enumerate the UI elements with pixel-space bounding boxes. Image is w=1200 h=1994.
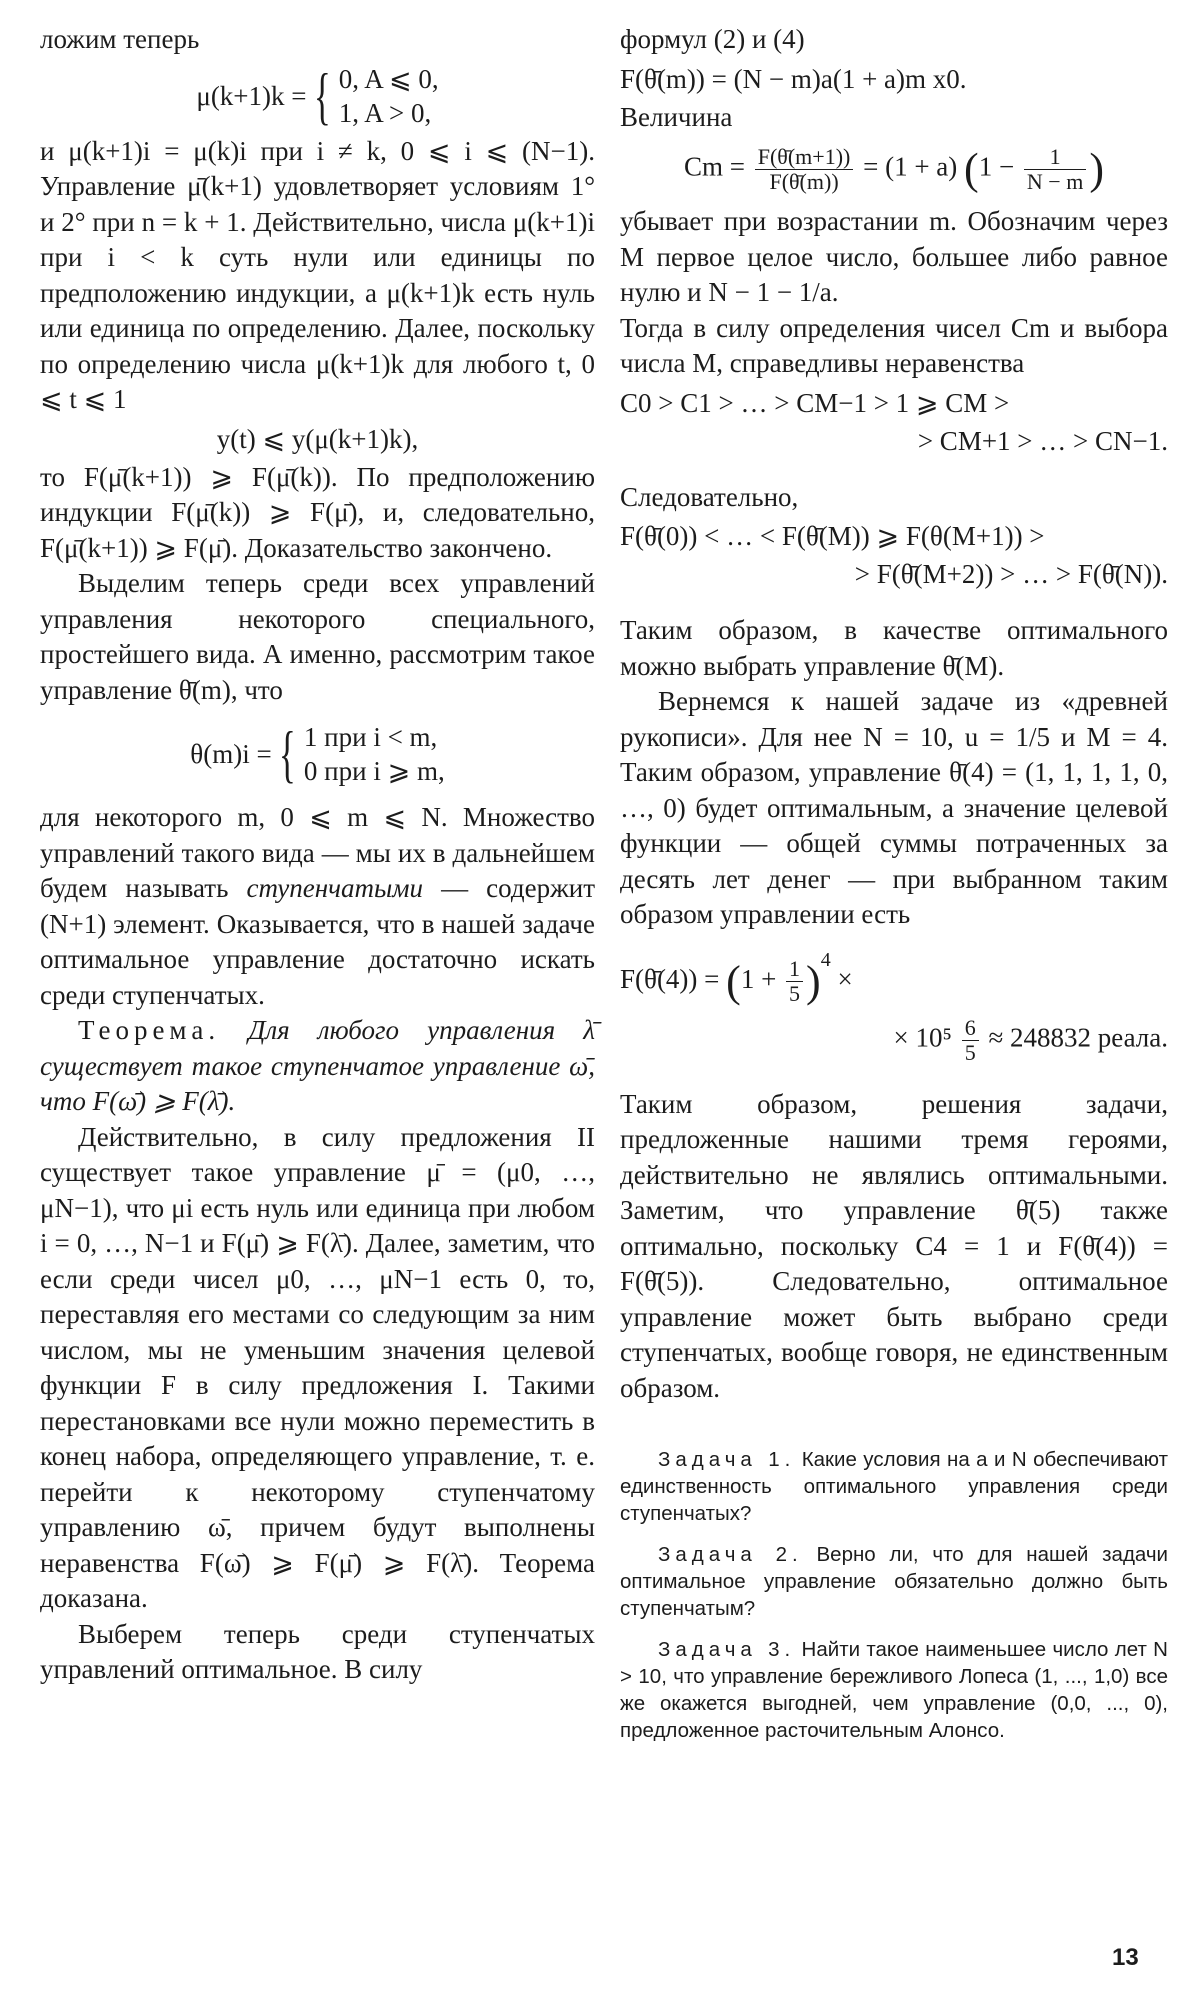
formula-case: 0, A ⩽ 0, [338,63,439,94]
formula-result: ≈ 248832 реала. [988,1022,1168,1053]
formula-C-m [620,145,1168,194]
formula-lhs: θ(m)i = [190,739,272,769]
paragraph: Таким образом, решения задачи, предложенные нашими тремя героями, действительно не являлись оптимальными. Заметим, что управление θ̄(5) также оптимально, поскольку C4 = 1 и F(θ̄(4)) = F(θ̄(5)). Следовательно, оптимальное управление может быть выбрано среди ступенчатых, вообще говоря, не единственным образом. [620,1088,1168,1403]
brace-symbol: { [279,718,297,789]
formula-middle: = (1 + a) [863,151,958,182]
fraction-numerator: F(θ̄(m+1)) [755,145,854,170]
formula-lhs: Cm = [684,151,745,182]
fraction [1024,145,1086,194]
formula-cases [339,62,439,130]
task-text: Найти такое наименьшее число лет N > 10, что управление бережливого Лопеса (1, ..., 1,0) все же окажется выгодней, чем управление (0,0, ..., 0), предложенное расточительным Алонсо. [620,1638,1168,1743]
task-label: Задача 2. [658,1543,803,1567]
formula-inequality: y(t) ⩽ y(μ(k+1)k), [216,423,419,454]
paragraph: то F(μ̄(k+1)) ⩾ F(μ̄(k)). По предположению индукции F(μ̄(k)) ⩾ F(μ̄), и, следовательно, F(μ̄(k+1)) ⩾ F(μ̄). Доказательство закончено. [40,461,595,563]
paragraph: ложим теперь [40,24,200,54]
formula-part: × 10⁵ [893,1022,952,1053]
task-item [620,1541,1168,1622]
left-column [40,22,595,1688]
formula-F-theta-4-line2 [620,1016,1168,1065]
formula-F-theta-m: F(θ̄(m)) = (N − m)a(1 + a)m x0. [620,63,967,94]
paren-close: ) [1089,144,1104,194]
formula-inner: 1 − [978,151,1015,182]
paragraph: убывает при возрастании m. Обозначим через M первое целое число, большее либо равное нулю и N − 1 − 1/a. [620,206,1168,307]
theorem [40,1013,595,1120]
task-text: Какие условия на a и N обеспечивают единственность оптимального управления среди ступенчатых? [620,1448,1168,1526]
task-text: Верно ли, что для нашей задачи оптимальное управление обязательно должно быть ступенчатым? [620,1543,1168,1621]
paragraph: Следовательно, [620,481,799,512]
formula-cases [304,720,445,788]
paragraph: Вернемся к нашей задаче из «древней рукописи». Для нее N = 10, u = 1/5 и M = 4. Таким образом, управление θ̄(4) = (1, 1, 1, 1, 0, …, 0) будет оптимальным, а значение целевой функции — общей суммы потраченных за десять лет денег — при выбранном таким образом управлении есть [620,686,1168,929]
fraction-numerator: 1 [786,957,803,982]
formula-F-theta-4-line1 [620,943,1168,1006]
fraction-denominator: N − m [1026,169,1084,194]
task-item [620,1446,1168,1527]
formula-mu-definition [40,59,595,131]
fraction [962,1016,979,1065]
paragraph: Таким образом, в качестве оптимального можно выбрать управление θ̄(M). [620,615,1168,681]
formula-inner: 1 + [740,963,777,994]
formula-C-chain-line2: > CM+1 > … > CN−1. [917,425,1168,456]
brace-symbol: { [314,59,332,131]
fraction-denominator: F(θ̄(m)) [769,169,839,194]
formula-case: 0 при i ⩾ m, [303,756,445,786]
times-sign: × [837,963,853,994]
paragraph [40,800,595,1013]
page-number: 13 [1112,1944,1139,1971]
text-span: для некоторого m, 0 ⩽ m ⩽ N. Множество управлений такого вида — мы их в дальнейшем будем называть [40,802,595,903]
formula-lhs: μ(k+1)k = [196,80,307,111]
formula-case: 1, A > 0, [338,97,432,128]
paren-open: ( [726,956,741,1006]
right-column [620,22,1168,1758]
exponent: 4 [820,948,831,971]
task-list [620,1446,1168,1744]
italic-term: ступенчатыми [246,873,424,903]
fraction [786,957,803,1006]
formula-lhs: F(θ̄(4)) = [620,963,720,994]
task-item [620,1636,1168,1744]
task-label: Задача 3. [658,1638,796,1662]
fraction-numerator: 6 [962,1016,979,1041]
paragraph: Выберем теперь среди ступенчатых управлений оптимальное. В силу [40,1618,595,1684]
task-label: Задача 1. [658,1448,796,1472]
paragraph: формул (2) и (4) [620,24,805,54]
paragraph: Выделим теперь среди всех управлений управления некоторого специального, простейшего вида. А именно, рассмотрим такое управление θ̄(m), что [40,568,595,705]
formula-F-chain-line1: F(θ̄(0)) < … < F(θ̄(M)) ⩾ F(θ(M+1)) > [620,521,1045,551]
paren-close: ) [806,956,821,1006]
formula-case: 1 при i < m, [303,722,438,752]
fraction-numerator: 1 [1024,145,1086,170]
formula-F-chain-line2: > F(θ̄(M+2)) > … > F(θ̄(N)). [854,559,1168,589]
fraction-denominator: 5 [789,980,801,1006]
paragraph: Величина [620,101,733,132]
theorem-label: Теорема. [78,1015,221,1045]
paragraph: Действительно, в силу предложения II существует такое управление μ̄ = (μ0, …, μN−1), что μi есть нуль или единица при любом i = 0, …, N−1 и F(μ̄) ⩾ F(λ̄). Далее, заметим, что если среди чисел μ0, …, μN−1 есть 0, то, переставляя его местами со следующим за ним числом, мы не уменьшим значения целевой функции F в силу предложения I. Такими перестановками все нули можно переместить в конец набора, определяющего управление, т. е. перейти к некоторому ступенчатому управлению ω̄, причем будут выполнены неравенства F(ω̄) ⩾ F(μ̄) ⩾ F(λ̄). Теорема доказана. [40,1121,595,1613]
paren-open: ( [964,144,979,194]
fraction-denominator: 5 [964,1039,976,1065]
fraction [755,145,854,194]
formula-theta-definition [40,720,595,788]
theorem-text: Для любого управления λ̄ существует такое ступенчатое управление ω̄, что F(ω̄) ⩾ F(λ̄). [40,1015,595,1116]
text-span: — содержит (N+1) элемент. Оказывается, что в нашей задаче оптимальное управление достаточно искать среди ступенчатых. [40,873,595,1010]
paragraph: и μ(k+1)i = μ(k)i при i ≠ k, 0 ⩽ i ⩽ (N−1). Управление μ̄(k+1) удовлетворяет условиям 1° и 2° при n = k + 1. Действительно, числа μ(k+1)i при i < k суть нули или единицы по предположению индукции, а μ(k+1)k есть нуль или единица по определению. Далее, поскольку по определению числа μ(k+1)k для любого t, 0 ⩽ t ⩽ 1 [40,135,595,414]
formula-C-chain-line1: C0 > C1 > … > CM−1 > 1 ⩾ CM > [620,387,1010,418]
paragraph: Тогда в силу определения чисел Cm и выбора числа M, справедливы неравенства [620,312,1168,378]
